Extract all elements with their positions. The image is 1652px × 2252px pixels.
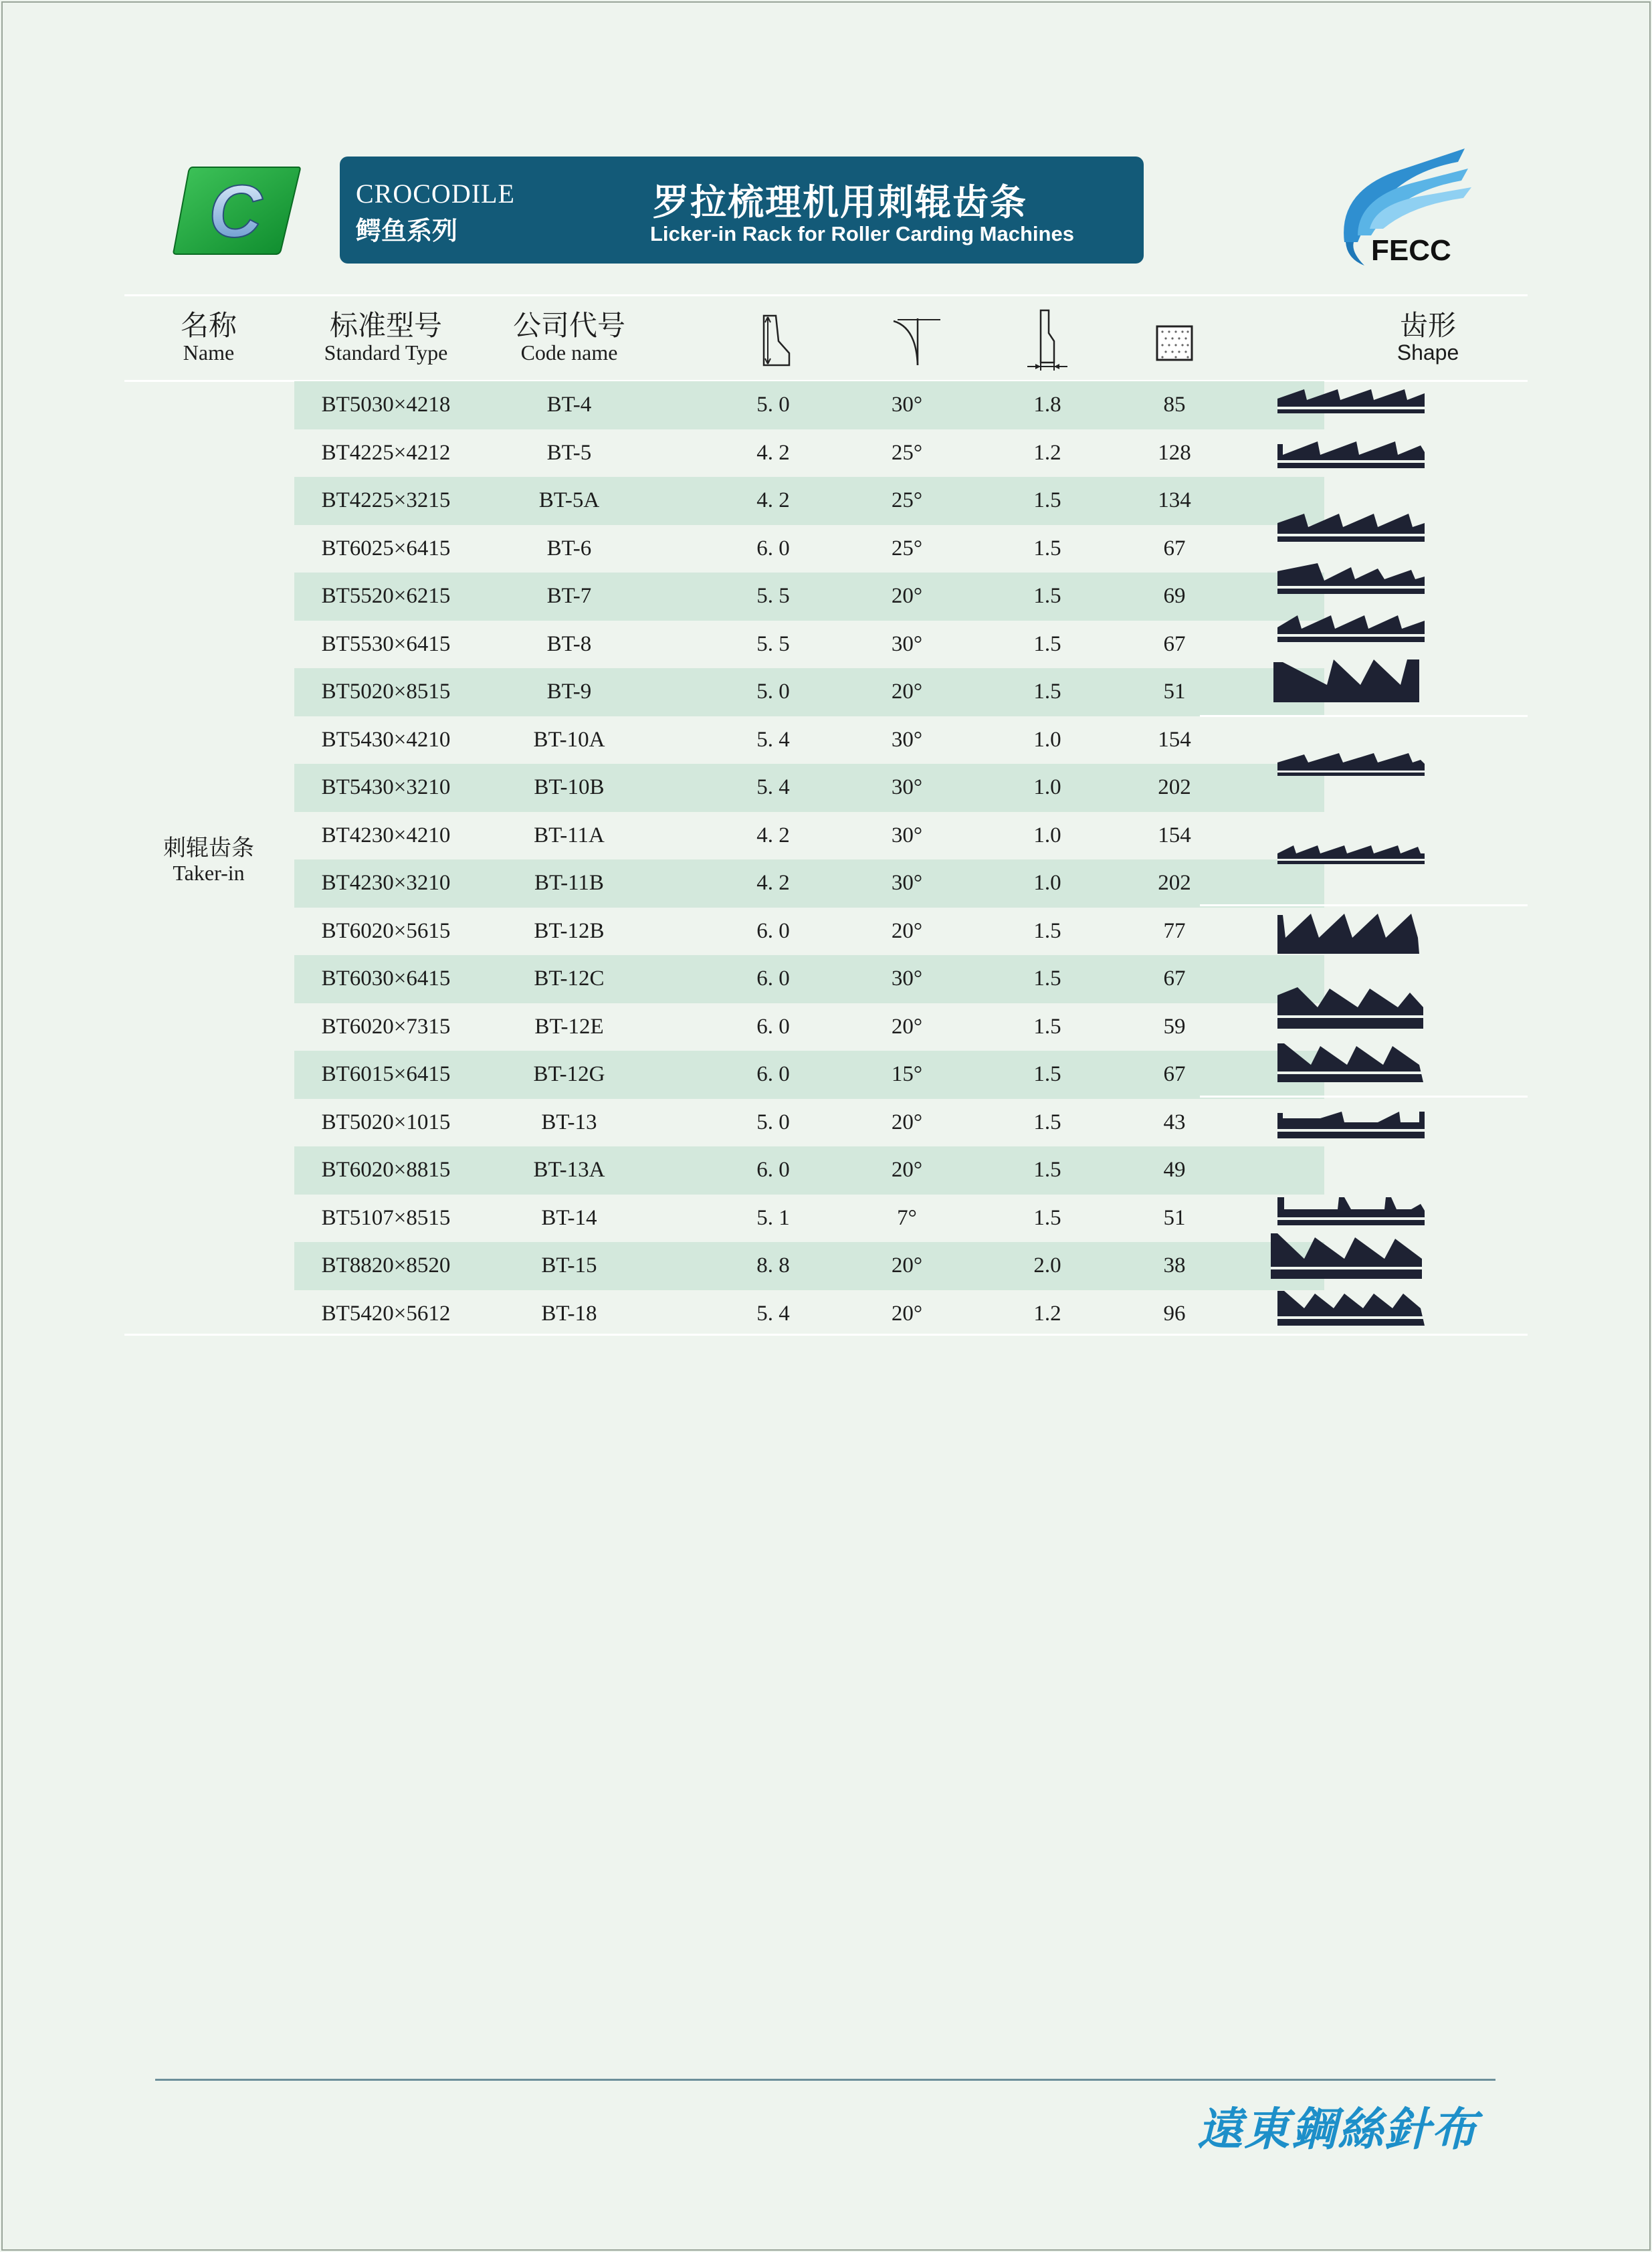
standard-type: BT5020×8515 [321, 680, 451, 704]
rib-thickness: 1.5 [1033, 584, 1061, 608]
points-density: 96 [1163, 1301, 1186, 1326]
tooth-shape-bt-10 [1277, 745, 1425, 779]
standard-type: BT5030×4218 [321, 393, 451, 417]
standard-type: BT5107×8515 [321, 1205, 451, 1230]
tooth-shape-bt-15 [1271, 1232, 1423, 1280]
col-shape-cn: 齿形 [1399, 309, 1456, 342]
points-density: 67 [1163, 536, 1186, 560]
table-header [124, 297, 1528, 380]
points-density: 67 [1163, 1062, 1186, 1086]
code-name: BT-12B [534, 918, 605, 943]
rib-thickness: 1.0 [1033, 727, 1061, 752]
points-density: 69 [1163, 584, 1186, 608]
col-standard-cn: 标准型号 [329, 309, 442, 342]
rib-thickness: 1.2 [1033, 1301, 1061, 1326]
col-name-en: Name [183, 340, 235, 365]
standard-type: BT8820×8520 [321, 1253, 451, 1277]
rib-thickness: 1.5 [1033, 680, 1061, 704]
code-name: BT-12C [534, 966, 605, 991]
rib-thickness: 1.5 [1033, 1110, 1061, 1134]
working-angle: 25° [891, 488, 923, 512]
tooth-shape-bt-12g [1277, 1042, 1425, 1084]
standard-type: BT6020×7315 [321, 1014, 451, 1039]
code-name: BT-12E [534, 1014, 604, 1039]
tooth-height: 8. 8 [756, 1253, 790, 1277]
tooth-height: 6. 0 [756, 1014, 790, 1039]
points-density: 154 [1158, 727, 1191, 752]
standard-type: BT6015×6415 [321, 1062, 451, 1086]
points-density: 51 [1163, 1205, 1186, 1230]
working-angle: 30° [891, 727, 923, 752]
col-standard-header [294, 310, 478, 364]
points-density: 51 [1163, 680, 1186, 704]
tooth-shape-bt-4 [1277, 384, 1425, 417]
working-angle: 20° [891, 1253, 923, 1277]
shape-group-divider [1200, 1096, 1528, 1098]
category-en: Taker-in [173, 861, 245, 885]
points-density: 67 [1163, 966, 1186, 991]
rib-thickness: 1.8 [1033, 393, 1061, 417]
col-code-en: Code name [520, 340, 618, 365]
code-name: BT-14 [541, 1205, 597, 1230]
points-density: 202 [1158, 775, 1191, 799]
col-shape-header [1328, 310, 1528, 364]
standard-type: BT6030×6415 [321, 966, 451, 991]
tooth-height: 6. 0 [756, 536, 790, 560]
standard-type: BT5430×3210 [321, 775, 451, 799]
working-angle: 20° [891, 584, 923, 608]
code-name: BT-12G [533, 1062, 605, 1086]
points-density: 43 [1163, 1110, 1186, 1134]
working-angle: 20° [891, 1301, 923, 1326]
tooth-shape-bt-8 [1277, 610, 1425, 643]
tooth-height: 5. 0 [756, 1110, 790, 1134]
tooth-height: 5. 1 [756, 1205, 790, 1230]
points-density-icon [1114, 324, 1235, 367]
tooth-height: 4. 2 [756, 871, 790, 895]
working-angle: 30° [891, 393, 923, 417]
working-angle: 15° [891, 1062, 923, 1086]
fecc-logo-text: FECC [1371, 234, 1451, 267]
tooth-height: 4. 2 [756, 488, 790, 512]
points-density: 85 [1163, 393, 1186, 417]
code-name: BT-10A [533, 727, 605, 752]
standard-type: BT5430×4210 [321, 727, 451, 752]
rib-thickness: 1.5 [1033, 918, 1061, 943]
tooth-shape-bt-7 [1277, 560, 1425, 595]
tooth-shape-bt-5 [1277, 435, 1425, 470]
working-angle: 20° [891, 1158, 923, 1182]
working-angle: 30° [891, 775, 923, 799]
standard-type: BT5530×6415 [321, 631, 451, 656]
standard-type: BT4230×3210 [321, 871, 451, 895]
tooth-shape-bt-12e [1277, 986, 1425, 1030]
table-top-rule [124, 294, 1528, 296]
points-density: 59 [1163, 1014, 1186, 1039]
points-density: 49 [1163, 1158, 1186, 1182]
tooth-height: 5. 4 [756, 775, 790, 799]
rib-thickness: 1.5 [1033, 1014, 1061, 1039]
code-name: BT-10B [534, 775, 605, 799]
code-name: BT-15 [541, 1253, 597, 1277]
rib-thickness-icon [987, 306, 1108, 374]
standard-type: BT4225×4212 [321, 440, 451, 465]
working-angle: 30° [891, 871, 923, 895]
tooth-shape-bt-9 [1273, 658, 1422, 704]
tooth-height: 5. 5 [756, 584, 790, 608]
standard-type: BT5420×5612 [321, 1301, 451, 1326]
col-standard-en: Standard Type [324, 340, 448, 365]
standard-type: BT4225×3215 [321, 488, 451, 512]
table-row [124, 1146, 1528, 1195]
rib-thickness: 1.0 [1033, 775, 1061, 799]
code-name: BT-7 [546, 584, 592, 608]
rib-thickness: 1.2 [1033, 440, 1061, 465]
standard-type: BT4230×4210 [321, 823, 451, 847]
standard-type: BT6020×8815 [321, 1158, 451, 1182]
code-name: BT-9 [546, 680, 592, 704]
code-name: BT-5 [546, 440, 592, 465]
col-code-cn: 公司代号 [512, 309, 625, 342]
title-banner [340, 157, 1144, 264]
code-name: BT-11B [534, 871, 604, 895]
working-angle: 30° [891, 631, 923, 656]
rib-thickness: 1.5 [1033, 1062, 1061, 1086]
points-density: 128 [1158, 440, 1191, 465]
code-name: BT-5A [538, 488, 600, 512]
rib-thickness: 2.0 [1033, 1253, 1061, 1277]
standard-type: BT6020×5615 [321, 918, 451, 943]
tooth-height: 4. 2 [756, 823, 790, 847]
tooth-height: 5. 5 [756, 631, 790, 656]
rib-thickness: 1.0 [1033, 823, 1061, 847]
points-density: 154 [1158, 823, 1191, 847]
code-name: BT-11A [534, 823, 605, 847]
tooth-height: 5. 0 [756, 393, 790, 417]
rib-thickness: 1.5 [1033, 631, 1061, 656]
points-density: 134 [1158, 488, 1191, 512]
brand-letter: C [209, 171, 262, 253]
standard-type: BT6025×6415 [321, 536, 451, 560]
tooth-height: 5. 4 [756, 727, 790, 752]
code-name: BT-18 [541, 1301, 597, 1326]
tooth-height-icon [713, 312, 833, 373]
rib-thickness: 1.5 [1033, 966, 1061, 991]
working-angle: 25° [891, 536, 923, 560]
col-shape-en: Shape [1397, 340, 1459, 365]
working-angle-icon [847, 312, 967, 373]
working-angle: 20° [891, 918, 923, 943]
category-label [124, 835, 293, 884]
tooth-height: 6. 0 [756, 1158, 790, 1182]
code-name: BT-6 [546, 536, 592, 560]
working-angle: 30° [891, 823, 923, 847]
code-name: BT-4 [546, 393, 592, 417]
col-name-cn: 名称 [180, 309, 237, 342]
working-angle: 7° [897, 1205, 917, 1230]
tooth-height: 5. 0 [756, 680, 790, 704]
code-name: BT-8 [546, 631, 592, 656]
points-density: 38 [1163, 1253, 1186, 1277]
tooth-shape-bt-14 [1277, 1193, 1425, 1227]
tooth-shape-bt-12b [1277, 911, 1425, 956]
rib-thickness: 1.5 [1033, 488, 1061, 512]
tooth-shape-bt-18 [1277, 1288, 1425, 1327]
tooth-shape-bt-11 [1277, 835, 1425, 867]
shape-group-divider [1200, 904, 1528, 906]
tooth-height: 6. 0 [756, 966, 790, 991]
working-angle: 20° [891, 680, 923, 704]
points-density: 77 [1163, 918, 1186, 943]
rib-thickness: 1.5 [1033, 536, 1061, 560]
working-angle: 20° [891, 1014, 923, 1039]
crocodile-brand-logo [173, 165, 301, 255]
code-name: BT-13 [541, 1110, 597, 1134]
page-title-cn: 罗拉梳理机用刺辊齿条 [653, 181, 1027, 223]
tooth-height: 4. 2 [756, 440, 790, 465]
tooth-height: 5. 4 [756, 1301, 790, 1326]
points-density: 202 [1158, 871, 1191, 895]
page-title-en: Licker-in Rack for Roller Carding Machines [650, 222, 1074, 245]
working-angle: 25° [891, 440, 923, 465]
footer-rule [155, 2079, 1495, 2081]
shape-group-divider [1200, 715, 1528, 717]
standard-type: BT5520×6215 [321, 584, 451, 608]
code-name: BT-13A [533, 1158, 605, 1182]
tooth-height: 6. 0 [756, 1062, 790, 1086]
category-cn: 刺辊齿条 [163, 835, 254, 861]
series-name-cn: 鳄鱼系列 [356, 216, 458, 245]
company-name-footer: 遠東鋼絲針布 [1197, 2103, 1479, 2156]
tooth-height: 6. 0 [756, 918, 790, 943]
working-angle: 20° [891, 1110, 923, 1134]
rib-thickness: 1.0 [1033, 871, 1061, 895]
col-name-header [124, 310, 293, 364]
table-bottom-rule [124, 1334, 1528, 1336]
working-angle: 30° [891, 966, 923, 991]
series-name-en: CROCODILE [356, 179, 515, 209]
tooth-shape-bt-13 [1277, 1105, 1425, 1140]
tooth-shape-bt-6 [1277, 510, 1425, 543]
points-density: 67 [1163, 631, 1186, 656]
rib-thickness: 1.5 [1033, 1205, 1061, 1230]
col-code-header [486, 310, 653, 364]
standard-type: BT5020×1015 [321, 1110, 451, 1134]
rib-thickness: 1.5 [1033, 1158, 1061, 1182]
